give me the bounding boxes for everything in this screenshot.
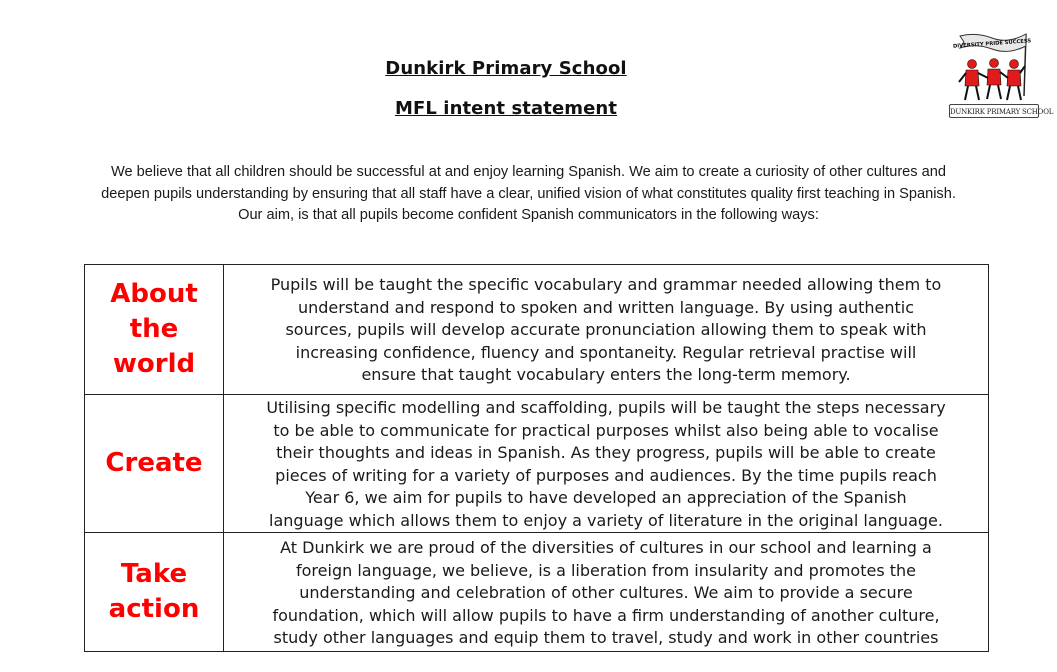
school-name: Dunkirk Primary School xyxy=(385,58,627,79)
text-line: understand and respond to spoken and written language. By using authentic xyxy=(297,297,915,317)
text-line: sources, pupils will develop accurate pronunciation allowing them to speak with xyxy=(285,320,927,339)
text-line: pieces of writing for a variety of purposes and audiences. By the time pupils reach xyxy=(275,465,937,485)
intent-row-create xyxy=(85,395,989,533)
logo-caption: DUNKIRK PRIMARY SCHOOL xyxy=(949,104,1039,118)
intro-paragraph xyxy=(20,162,1037,227)
heading-line: Take xyxy=(120,559,188,589)
heading-line: the xyxy=(129,314,179,344)
document-title: MFL intent statement xyxy=(394,98,618,119)
text-line: to be able to communicate for practical purposes whilst also being able to vocalise xyxy=(273,420,939,440)
logo-banner-text: DIVERSITY PRIDE SUCCESS xyxy=(952,38,1032,50)
heading-line: action xyxy=(108,594,200,624)
intro-line: We believe that all children should be successful at and enjoy learning Spanish. We aim to create a curiosity of other cultures and xyxy=(110,164,946,180)
text-line: understanding and celebration of other cultures. We aim to provide a secure xyxy=(299,583,913,602)
text-line: Pupils will be taught the specific vocabulary and grammar needed allowing them to xyxy=(270,275,942,294)
text-line: At Dunkirk we are proud of the diversities of cultures in our school and learning a xyxy=(280,538,932,557)
section-text-create xyxy=(224,395,989,533)
intent-row-take-action xyxy=(85,533,989,652)
text-line: foreign language, we believe, is a liberation from insularity and promotes the xyxy=(296,560,916,580)
text-line: their thoughts and ideas in Spanish. As they progress, pupils will be able to create xyxy=(276,443,936,462)
text-line: study other languages and equip them to travel, study and work in other countries xyxy=(273,628,939,647)
intent-table xyxy=(84,264,989,652)
text-line: ensure that taught vocabulary enters the long-term memory. xyxy=(361,365,851,384)
heading-line: Create xyxy=(105,448,203,478)
intent-row-about-the-world xyxy=(85,265,989,395)
intro-line: Our aim, is that all pupils become confident Spanish communicators in the following ways: xyxy=(238,207,819,223)
section-heading-about-the-world xyxy=(85,265,224,395)
intro-line: deepen pupils understanding by ensuring that all staff have a clear, unified vision of what constitutes quality first teaching in Spanish. xyxy=(101,185,956,202)
section-text-take-action xyxy=(224,533,989,652)
text-line: language which allows them to enjoy a variety of literature in the original language. xyxy=(269,510,943,530)
section-heading-create xyxy=(85,395,224,533)
section-text-about-the-world xyxy=(224,265,989,395)
text-line: foundation, which will allow pupils to have a firm understanding of another culture, xyxy=(272,605,940,625)
heading-line: world xyxy=(112,349,196,379)
heading-line: About xyxy=(110,279,198,309)
text-line: Year 6, we aim for pupils to have developed an appreciation of the Spanish xyxy=(305,488,907,507)
section-heading-take-action xyxy=(85,533,224,652)
text-line: Utilising specific modelling and scaffolding, pupils will be taught the steps necessary xyxy=(266,398,946,417)
text-line: increasing confidence, fluency and spontaneity. Regular retrieval practise will xyxy=(295,342,917,362)
